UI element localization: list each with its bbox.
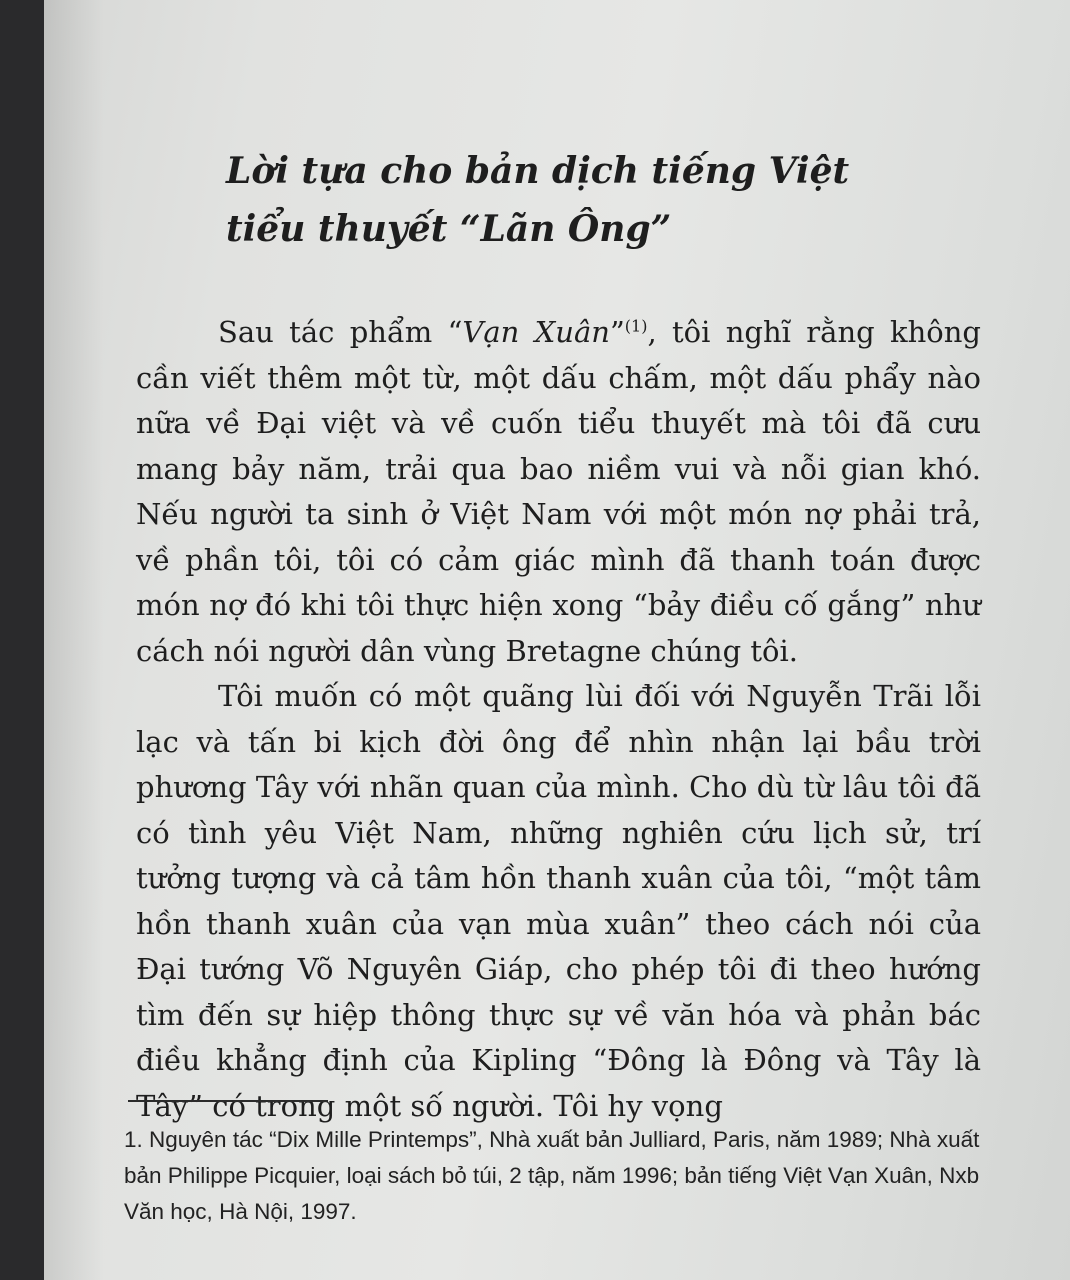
paragraph-1 <box>136 310 981 674</box>
footnote-reference: (1) <box>624 316 648 336</box>
paragraph-2: Tôi muốn có một quãng lùi đối với Nguyễn Trãi lỗi lạc và tấn bi kịch đời ông để nhìn nhận lại bầu trời phương Tây với nhãn quan của mình. Cho dù từ lâu tôi đã có tình yêu Việt Nam, những nghiên cứu lịch sử, trí tưởng tượng và cả tâm hồn thanh xuân của tôi, “một tâm hồn thanh xuân của vạn mùa xuân” theo cách nói của Đại tướng Võ Nguyên Giáp, cho phép tôi đi theo hướng tìm đến sự hiệp thông thực sự về văn hóa và phản bác điều khẳng định của Kipling “Đông là Đông và Tây là Tây” có trong một số người. Tôi hy vọng <box>136 679 981 1123</box>
body-text <box>136 310 981 1129</box>
footnote-divider <box>128 1100 328 1102</box>
paragraph-1-text: , tôi nghĩ rằng không cần viết thêm một từ, một dấu chấm, một dấu phẩy nào nữa về Đại việt và về cuốn tiểu thuyết mà tôi đã cưu mang bảy năm, trải qua bao niềm vui và nỗi gian khó. Nếu người ta sinh ở Việt Nam với một món nợ phải trả, về phần tôi, tôi có cảm giác mình đã thanh toán được món nợ đó khi tôi thực hiện xong “bảy điều cố gắng” như cách nói người dân vùng Bretagne chúng tôi. <box>136 315 981 668</box>
work-title-van-xuan: Vạn Xuân <box>462 315 610 349</box>
book-page <box>44 0 1070 1280</box>
paragraph-1-close-quote: ” <box>609 315 625 349</box>
chapter-title-line-2: tiểu thuyết “Lãn Ông” <box>226 208 672 250</box>
chapter-title-line-1: Lời tựa cho bản dịch tiếng Việt <box>226 150 850 192</box>
paragraph-1-prefix: Sau tác phẩm “ <box>218 315 463 349</box>
page-gutter-shadow <box>44 0 104 1280</box>
chapter-title <box>226 142 849 258</box>
footnote: 1. Nguyên tác “Dix Mille Printemps”, Nhà xuất bản Julliard, Paris, năm 1989; Nhà xuất bản Philippe Picquier, loại sách bỏ túi, 2 tập, năm 1996; bản tiếng Việt Vạn Xuân, Nxb Văn học, Hà Nội, 1997. <box>124 1127 980 1224</box>
